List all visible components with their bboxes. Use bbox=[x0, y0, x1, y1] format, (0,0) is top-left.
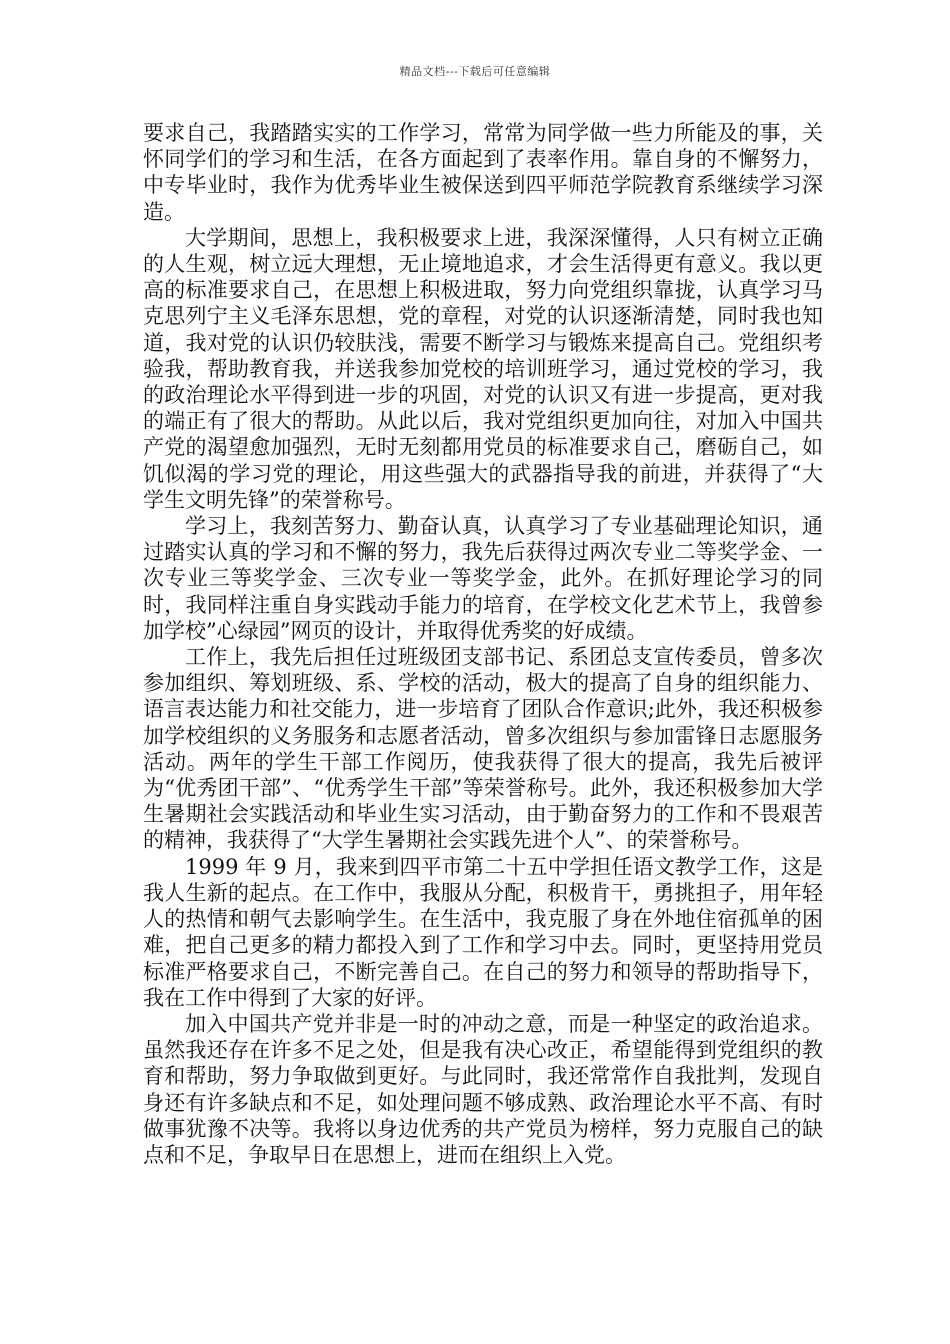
paragraph-5: 1999 年 9 月，我来到四平市第二十五中学担任语文教学工作，这是我人生新的起点。在工作中，我服从分配，积极肯干，勇挑担子，用年轻人的热情和朝气去影响学生。在生活中，我克服了身在外地住宿孤单的困难，把自己更多的精力都投入到了工作和学习中去。同时，更坚持用党员标准严格要求自己，不断完善自己。在自己的努力和领导的帮助指导下，我在工作中得到了大家的好评。 bbox=[143, 854, 823, 1010]
page-header: 精品文档---下载后可任意编辑 bbox=[399, 65, 551, 78]
paragraph-6: 加入中国共产党并非是一时的冲动之意，而是一种坚定的政治追求。虽然我还存在许多不足之处，但是我有决心改正，希望能得到党组织的教育和帮助，努力争取做到更好。与此同时，我还常常作自我批判，发现自身还有许多缺点和不足，如处理问题不够成熟、政治理论水平不高、有时做事犹豫不决等。我将以身边优秀的共产党员为榜样，努力克服自己的缺点和不足，争取早日在思想上，进而在组织上入党。 bbox=[143, 1011, 823, 1167]
paragraph-2: 大学期间，思想上，我积极要求上进，我深深懂得，人只有树立正确的人生观，树立远大理想，无止境地追求，才会生活得更有意义。我以更高的标准要求自己，在思想上积极进取，努力向党组织靠拢，认真学习马克思列宁主义毛泽东思想，党的章程，对党的认识逐渐清楚，同时我也知道，我对党的认识仍较肤浅，需要不断学习与锻炼来提高自己。党组织考验我，帮助教育我，并送我参加党校的培训班学习，通过党校的学习，我的政治理论水平得到进一步的巩固，对党的认识又有进一步提高，更对我的端正有了很大的帮助。从此以后，我对党组织更加向往，对加入中国共产党的渴望愈加强烈，无时无刻都用党员的标准要求自己，磨砺自己，如饥似渴的学习党的理论，用这些强大的武器指导我的前进，并获得了“大学生文明先锋”的荣誉称号。 bbox=[143, 225, 823, 512]
paragraph-4: 工作上，我先后担任过班级团支部书记、系团总支宣传委员，曾多次参加组织、筹划班级、系、学校的活动，极大的提高了自身的组织能力、语言表达能力和社交能力，进一步培育了团队合作意识;此外，我还积极参加学校组织的义务服务和志愿者活动，曾多次组织与参加雷锋日志愿服务活动。两年的学生干部工作阅历，使我获得了很大的提高，我先后被评为“优秀团干部”、“优秀学生干部”等荣誉称号。此外，我还积极参加大学生暑期社会实践活动和毕业生实习活动，由于勤奋努力的工作和不畏艰苦的精神，我获得了“大学生暑期社会实践先进个人”、的荣誉称号。 bbox=[143, 645, 823, 853]
paragraph-3: 学习上，我刻苦努力、勤奋认真，认真学习了专业基础理论知识，通过踏实认真的学习和不懈的努力，我先后获得过两次专业二等奖学金、一次专业三等奖学金、三次专业一等奖学金，此外。在抓好理论学习的同时，我同样注重自身实践动手能力的培育，在学校文化艺术节上，我曾参加学校”心绿园”网页的设计，并取得优秀奖的好成绩。 bbox=[143, 514, 823, 643]
paragraph-1: 要求自己，我踏踏实实的工作学习，常常为同学做一些力所能及的事，关怀同学们的学习和生活，在各方面起到了表率作用。靠自身的不懈努力，中专毕业时，我作为优秀毕业生被保送到四平师范学院教育系继续学习深造。 bbox=[143, 121, 823, 224]
document-body bbox=[143, 120, 823, 1168]
